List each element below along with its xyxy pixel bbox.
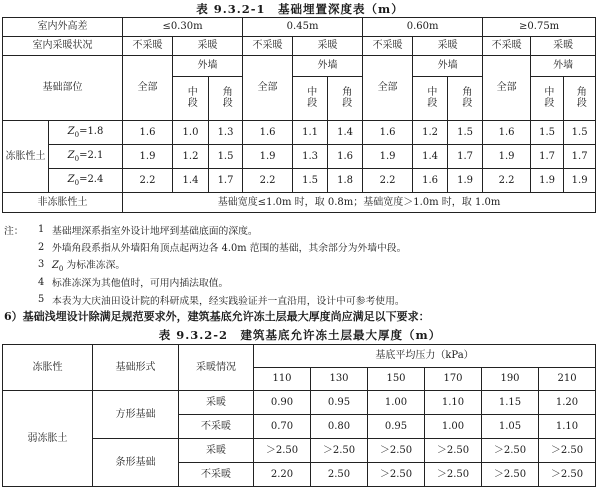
note-text: 本表为大庆油田设计院的科研成果，经实践验证并一直沿用，设计中可参考使用。 bbox=[52, 295, 405, 307]
table-cell: 2.50 bbox=[311, 463, 368, 487]
note-number: 2 bbox=[38, 241, 45, 253]
table-cell: 1.4 bbox=[173, 169, 209, 193]
note-item bbox=[4, 274, 596, 292]
foundation-form-cell: 方形基础 bbox=[93, 391, 179, 439]
table-cell: 1.8 bbox=[328, 169, 363, 193]
table-cell: ＞2.50 bbox=[482, 463, 539, 487]
height-diff-1: ≤0.30m bbox=[123, 18, 243, 37]
heating-status-label: 室内采暖状况 bbox=[3, 37, 123, 56]
table-cell: 1.4 bbox=[413, 145, 448, 169]
table-notes bbox=[4, 221, 596, 309]
table-cell: 1.6 bbox=[243, 121, 293, 145]
table-cell: ＞2.50 bbox=[254, 439, 311, 463]
table-cell: 1.6 bbox=[123, 121, 173, 145]
pressure-value: 150 bbox=[368, 368, 425, 391]
table-cell: 1.7 bbox=[209, 169, 243, 193]
note-item bbox=[4, 291, 596, 309]
no-heating-3: 不采暖 bbox=[363, 37, 413, 56]
heating-2: 采暖 bbox=[293, 37, 363, 56]
note-item bbox=[4, 256, 596, 274]
table-cell: 1.5 bbox=[448, 121, 483, 145]
table-cell: 0.95 bbox=[368, 415, 425, 439]
outer-wall-3: 外墙 bbox=[413, 56, 483, 77]
outer-wall-2: 外墙 bbox=[293, 56, 363, 77]
note-number: 3 bbox=[38, 259, 45, 271]
table-cell: 1.3 bbox=[293, 145, 328, 169]
table-cell: ＞2.50 bbox=[425, 463, 482, 487]
foundation-form-cell: 条形基础 bbox=[93, 439, 179, 487]
table-cell: ＞2.50 bbox=[482, 439, 539, 463]
non-frost-soil-value: 基础宽度≤1.0m 时，取 0.8m；基础宽度＞1.0m 时，取 1.0m bbox=[123, 193, 596, 213]
table-cell: 1.9 bbox=[448, 169, 483, 193]
requirement-paragraph: 6）基础浅埋设计除满足规范要求外，建筑基底允许冻土层最大厚度尚应满足以下要求： bbox=[4, 310, 430, 323]
note-text: 外墙角段系指从外墙阳角顶点起两边各 4.0m 范围的基础，其余部分为外墙中段。 bbox=[52, 243, 407, 255]
table-cell: 0.95 bbox=[311, 391, 368, 415]
table-cell: 2.2 bbox=[483, 169, 531, 193]
frost-soil-label: 冻胀性土 bbox=[3, 121, 49, 193]
table-cell: ＞2.50 bbox=[425, 439, 482, 463]
all-parts-4: 全部 bbox=[483, 56, 531, 121]
table-cell: 1.9 bbox=[564, 169, 596, 193]
pressure-header: 基底平均压力（kPa） bbox=[254, 345, 596, 368]
table-cell: ＞2.50 bbox=[368, 439, 425, 463]
table-cell: 1.15 bbox=[482, 391, 539, 415]
corner-section-4: 角段 bbox=[564, 77, 596, 121]
table-cell: 1.2 bbox=[173, 145, 209, 169]
frost-depth-label: $Z_0=1.8$ bbox=[49, 121, 123, 145]
burial-depth-table bbox=[2, 17, 596, 213]
table-cell: 1.4 bbox=[328, 121, 363, 145]
note-number: 4 bbox=[38, 276, 45, 288]
heating-cell: 采暖 bbox=[179, 391, 254, 415]
table-cell: 1.6 bbox=[363, 121, 413, 145]
frost-depth-label: $Z_0=2.4$ bbox=[49, 169, 123, 193]
table-row bbox=[3, 391, 596, 415]
note-item bbox=[4, 221, 596, 239]
no-heating-4: 不采暖 bbox=[483, 37, 531, 56]
frozen-layer-thickness-table bbox=[2, 344, 596, 487]
table-cell: 1.6 bbox=[328, 145, 363, 169]
table-cell: 1.7 bbox=[564, 145, 596, 169]
pressure-value: 130 bbox=[311, 368, 368, 391]
height-diff-2: 0.45m bbox=[243, 18, 363, 37]
table-cell: 1.5 bbox=[531, 121, 564, 145]
table-cell: 0.80 bbox=[311, 415, 368, 439]
table-cell: 0.90 bbox=[254, 391, 311, 415]
outer-wall-1: 外墙 bbox=[173, 56, 243, 77]
table-cell: 1.5 bbox=[564, 121, 596, 145]
soil-type-cell: 弱冻胀土 bbox=[3, 391, 93, 487]
heating-cell: 不采暖 bbox=[179, 415, 254, 439]
table-cell: 1.9 bbox=[243, 145, 293, 169]
middle-section-2: 中段 bbox=[293, 77, 328, 121]
table-cell: 2.2 bbox=[243, 169, 293, 193]
frost-column-header: 冻胀性 bbox=[3, 345, 93, 391]
table-cell: 1.00 bbox=[425, 415, 482, 439]
height-diff-4: ≥0.75m bbox=[483, 18, 596, 37]
corner-section-3: 角段 bbox=[448, 77, 483, 121]
table-cell: ＞2.50 bbox=[311, 439, 368, 463]
middle-section-3: 中段 bbox=[413, 77, 448, 121]
heating-cell: 采暖 bbox=[179, 439, 254, 463]
corner-section-1: 角段 bbox=[209, 77, 243, 121]
table-cell: ＞2.50 bbox=[539, 439, 596, 463]
table-cell: 1.20 bbox=[539, 391, 596, 415]
table-cell: 2.2 bbox=[363, 169, 413, 193]
heating-3: 采暖 bbox=[413, 37, 483, 56]
table-cell: 1.5 bbox=[293, 169, 328, 193]
table-row bbox=[3, 121, 596, 145]
table-cell: 0.70 bbox=[254, 415, 311, 439]
note-text: 基础埋深系指室外设计地坪到基础底面的深度。 bbox=[52, 225, 258, 237]
base-part-label: 基础部位 bbox=[3, 56, 123, 121]
table-cell: 1.7 bbox=[531, 145, 564, 169]
frost-depth-label: $Z_0=2.1$ bbox=[49, 145, 123, 169]
table-cell: 1.6 bbox=[413, 169, 448, 193]
table-cell: 1.2 bbox=[413, 121, 448, 145]
height-diff-label: 室内外高差 bbox=[3, 18, 123, 37]
notes-prefix: 注： bbox=[4, 225, 24, 237]
middle-section-1: 中段 bbox=[173, 77, 209, 121]
all-parts-2: 全部 bbox=[243, 56, 293, 121]
note-number: 1 bbox=[38, 224, 45, 236]
table-cell: ＞2.50 bbox=[539, 463, 596, 487]
no-heating-1: 不采暖 bbox=[123, 37, 173, 56]
non-frost-soil-label: 非冻胀性土 bbox=[3, 193, 123, 213]
note-number: 5 bbox=[38, 294, 45, 306]
table-cell: 1.3 bbox=[209, 121, 243, 145]
table2-caption: 表 9.3.2-2 建筑基底允许冻土层最大厚度（m） bbox=[158, 328, 442, 342]
note-text: 标准冻深为其他值时，可用内插法取值。 bbox=[52, 278, 229, 290]
table-cell: 1.10 bbox=[425, 391, 482, 415]
table-cell: 1.6 bbox=[483, 121, 531, 145]
table1-caption: 表 9.3.2-1 基础埋置深度表（m） bbox=[196, 2, 404, 16]
middle-section-4: 中段 bbox=[531, 77, 564, 121]
table-cell: 1.0 bbox=[173, 121, 209, 145]
table-row bbox=[3, 169, 596, 193]
heating-1: 采暖 bbox=[173, 37, 243, 56]
table-cell: 1.00 bbox=[368, 391, 425, 415]
corner-section-2: 角段 bbox=[328, 77, 363, 121]
table-cell: 1.5 bbox=[209, 145, 243, 169]
height-diff-3: 0.60m bbox=[363, 18, 483, 37]
pressure-value: 110 bbox=[254, 368, 311, 391]
heating-cell: 不采暖 bbox=[179, 463, 254, 487]
table-cell: 2.20 bbox=[254, 463, 311, 487]
no-heating-2: 不采暖 bbox=[243, 37, 293, 56]
form-column-header: 基础形式 bbox=[93, 345, 179, 391]
table-cell: 2.2 bbox=[123, 169, 173, 193]
table-cell: 1.9 bbox=[531, 169, 564, 193]
table-cell: 1.10 bbox=[539, 415, 596, 439]
table-cell: 1.9 bbox=[123, 145, 173, 169]
note-text: $Z_0$ 为标准冻深。 bbox=[52, 259, 126, 273]
table-cell: 1.9 bbox=[483, 145, 531, 169]
table-cell: 1.7 bbox=[448, 145, 483, 169]
table-row bbox=[3, 145, 596, 169]
table-cell: 1.9 bbox=[363, 145, 413, 169]
pressure-value: 210 bbox=[539, 368, 596, 391]
pressure-value: 170 bbox=[425, 368, 482, 391]
heating-column-header: 采暖情况 bbox=[179, 345, 254, 391]
all-parts-3: 全部 bbox=[363, 56, 413, 121]
note-item bbox=[4, 239, 596, 257]
table-cell: 1.1 bbox=[293, 121, 328, 145]
all-parts-1: 全部 bbox=[123, 56, 173, 121]
heating-4: 采暖 bbox=[531, 37, 596, 56]
table-cell: ＞2.50 bbox=[368, 463, 425, 487]
table-cell: 1.05 bbox=[482, 415, 539, 439]
outer-wall-4: 外墙 bbox=[531, 56, 596, 77]
pressure-value: 190 bbox=[482, 368, 539, 391]
